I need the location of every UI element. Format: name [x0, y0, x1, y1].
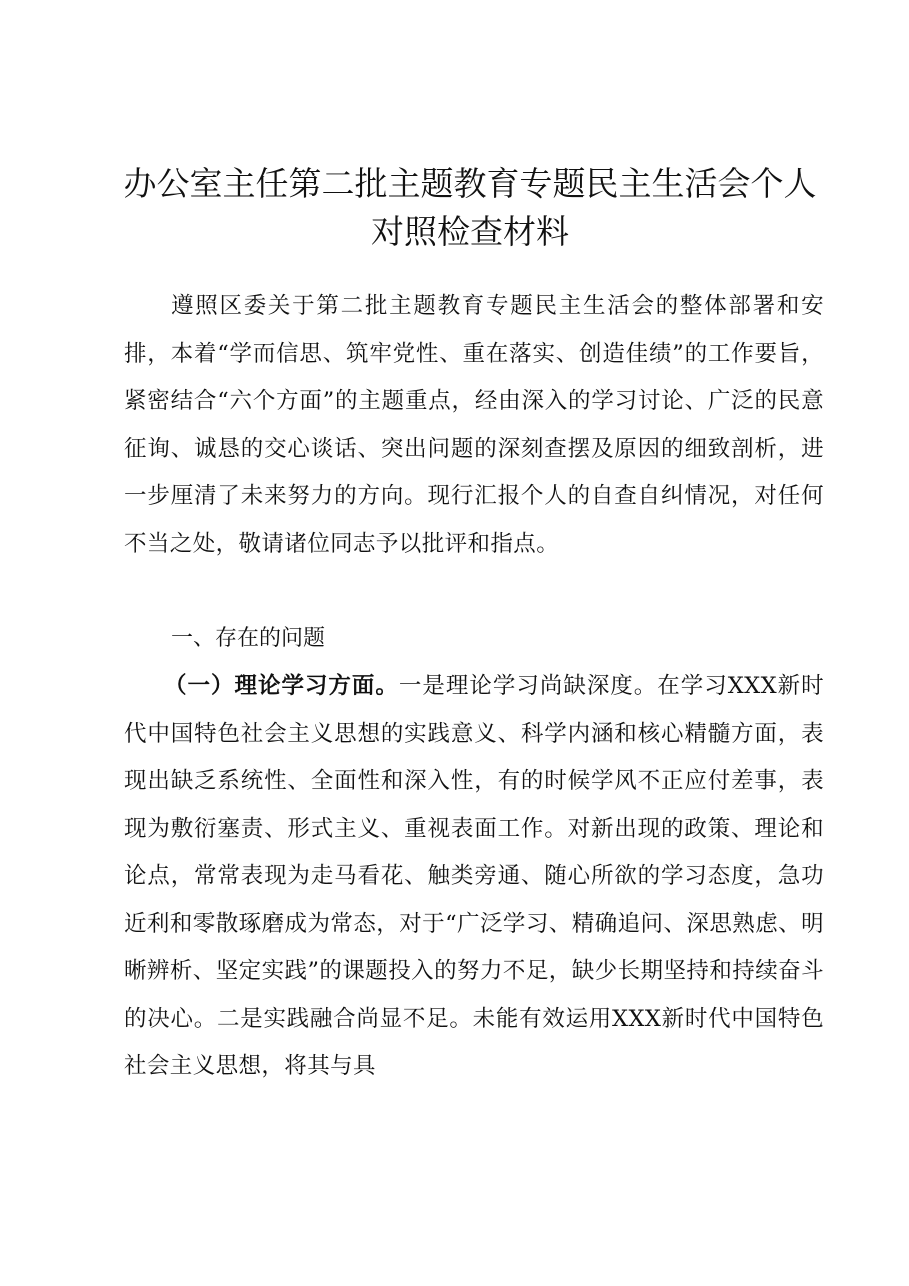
document-title [110, 160, 830, 256]
section-heading-problems: 一、存在的问题 [171, 626, 326, 651]
sub-heading-theory-study: （一）理论学习方面。 [164, 673, 399, 699]
title-line-1: 办公室主任第二批主题教育专题民主生活会个人 [123, 164, 817, 203]
section-paragraph-theory-study [124, 663, 824, 1091]
title-line-2: 对照检查材料 [371, 212, 569, 251]
intro-paragraph: 遵照区委关于第二批主题教育专题民主生活会的整体部署和安排，本着“学而信思、筑牢党性、重在落实、创造佳绩”的工作要旨，紧密结合“六个方面”的主题重点，经由深入的学习讨论、广泛的民意征询、诚恳的交心谈话、突出问题的深刻查摆及原因的细致剖析，进一步厘清了未来努力的方向。现行汇报个人的自查自纠情况，对任何不当之处，敬请诸位同志予以批评和指点。 [124, 293, 824, 557]
section-text-theory-study: 一是理论学习尚缺深度。在学习XXX新时代中国特色社会主义思想的实践意义、科学内涵和核心精髓方面，表现出缺乏系统性、全面性和深入性，有的时候学风不正应付差事，表现为敷衍塞责、形式主义、重视表面工作。对新出现的政策、理论和论点，常常表现为走马看花、触类旁通、随心所欲的学习态度，急功近利和零散琢磨成为常态，对于“广泛学习、精确追问、深思熟虑、明晰辨析、坚定实践”的课题投入的努力不足，缺少长期坚持和持续奋斗的决心。二是实践融合尚显不足。未能有效运用XXX新时代中国特色社会主义思想，将其与具 [124, 673, 824, 1079]
